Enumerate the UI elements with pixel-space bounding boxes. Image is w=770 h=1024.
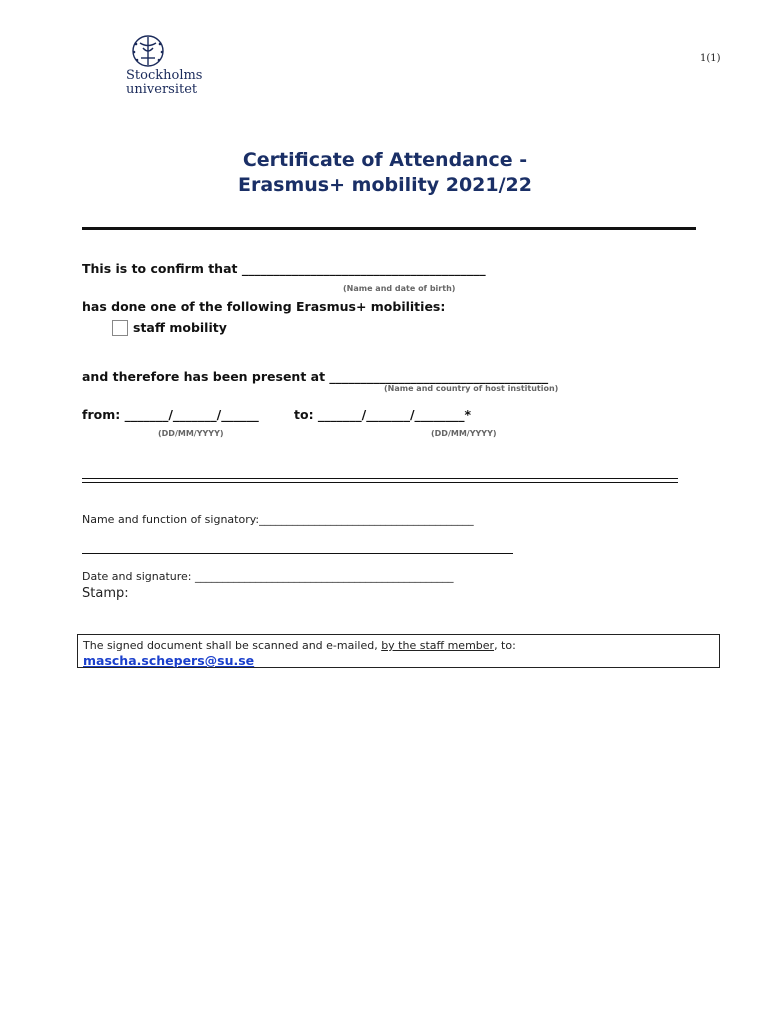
university-crest-icon <box>128 34 168 68</box>
mobility-intro: has done one of the following Erasmus+ mobilities: <box>82 299 446 314</box>
stamp-label: Stamp: <box>82 586 129 601</box>
confirm-hint: (Name and date of birth) <box>343 284 456 293</box>
logo-line-1: Stockholms <box>126 68 203 83</box>
notice-text <box>83 639 516 652</box>
notice-text-underlined: by the staff member <box>381 639 495 652</box>
title-divider <box>82 227 696 230</box>
signatory-extra-line[interactable] <box>82 553 513 554</box>
notice-text-after: , to: <box>494 639 516 652</box>
title-line-1: Certificate of Attendance - <box>242 149 528 171</box>
staff-mobility-label: staff mobility <box>133 320 227 335</box>
to-date-field[interactable]: to: _______/_______/________* <box>294 407 472 422</box>
date-signature-field[interactable]: Date and signature: _______________________________________________ <box>82 570 454 583</box>
host-institution-field[interactable]: and therefore has been present at ___________________________________ <box>82 369 549 384</box>
signatory-name-field[interactable]: Name and function of signatory:_______________________________________ <box>82 513 474 526</box>
contact-email-link[interactable]: mascha.schepers@su.se <box>83 653 255 668</box>
to-date-hint: (DD/MM/YYYY) <box>431 429 497 438</box>
section-divider <box>82 478 678 483</box>
from-date-hint: (DD/MM/YYYY) <box>158 429 224 438</box>
university-logo <box>126 34 202 96</box>
host-institution-hint: (Name and country of host institution) <box>384 384 559 393</box>
document-title <box>0 148 770 198</box>
page-number: 1(1) <box>700 53 721 64</box>
staff-mobility-checkbox[interactable] <box>112 320 128 336</box>
logo-line-2: universitet <box>126 82 198 97</box>
from-date-field[interactable]: from: _______/_______/______ <box>82 407 259 422</box>
title-line-2: Erasmus+ mobility 2021/22 <box>238 174 532 196</box>
notice-text-before: The signed document shall be scanned and e-mailed, <box>83 639 382 652</box>
confirm-name-field[interactable]: This is to confirm that _______________________________________ <box>82 261 486 276</box>
